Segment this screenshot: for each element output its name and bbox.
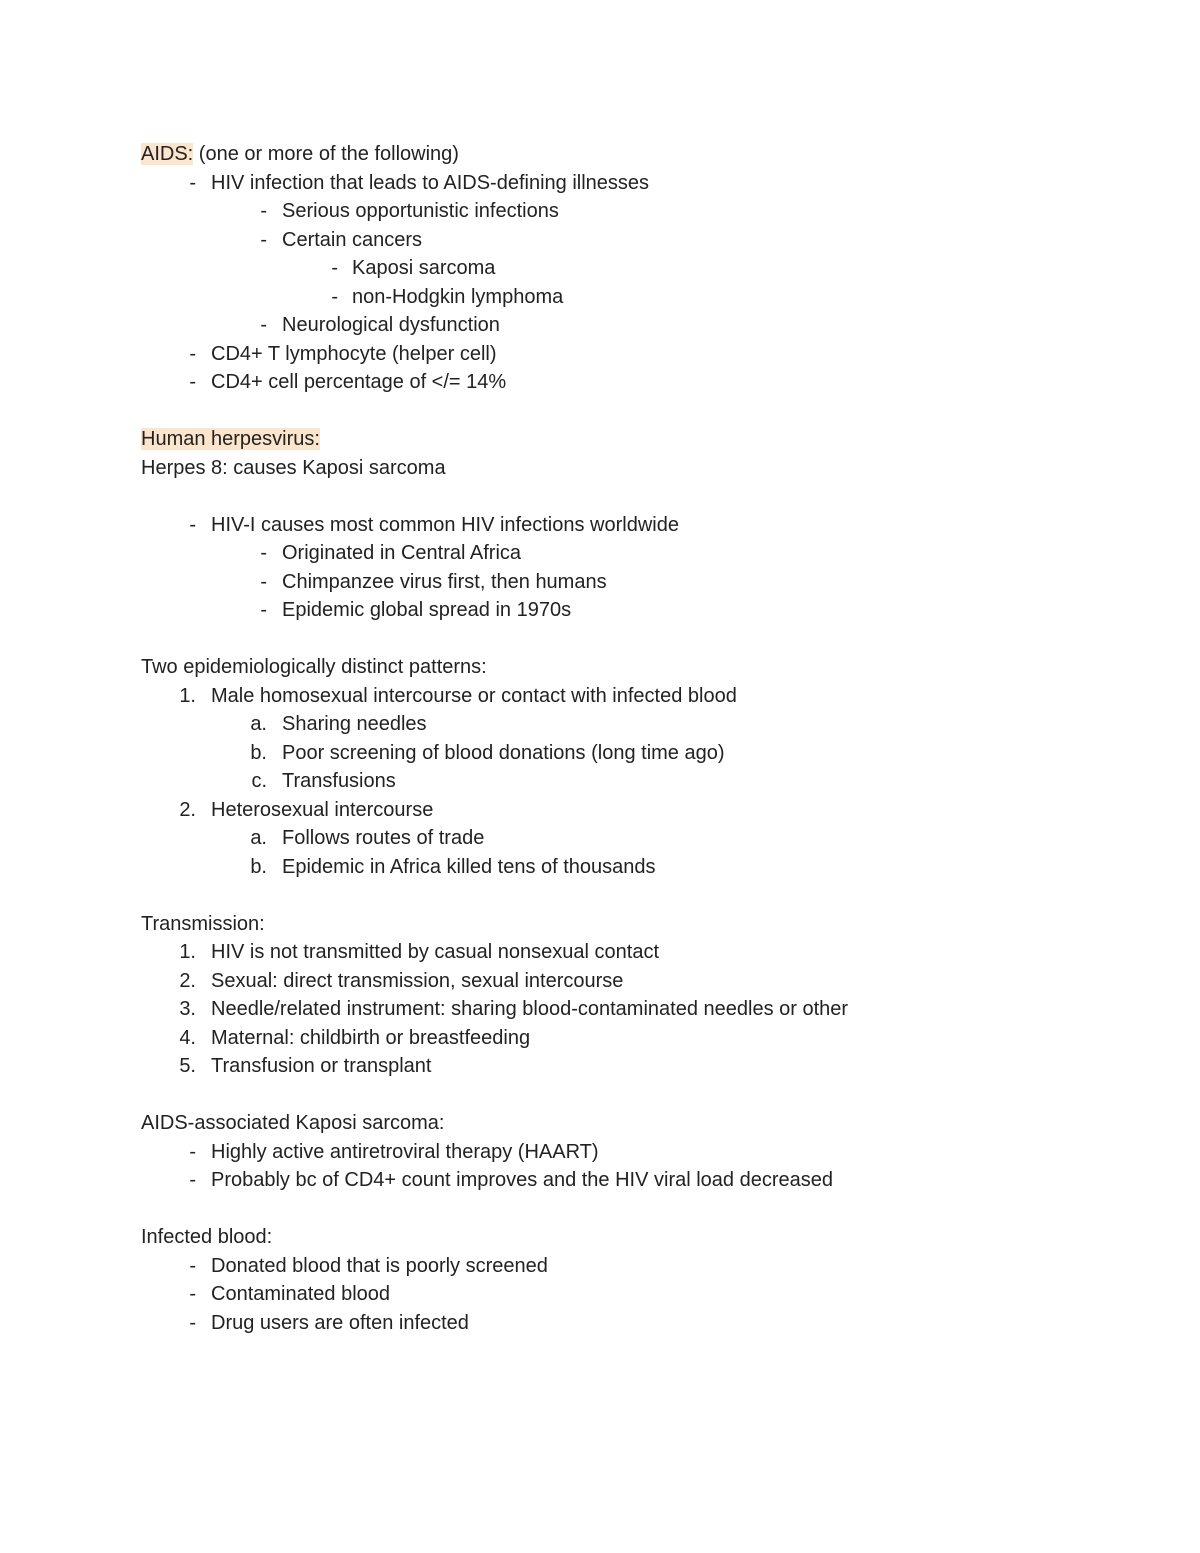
list-item: - non-Hodgkin lymphoma [331, 285, 564, 308]
list-item: - Epidemic global spread in 1970s [260, 599, 572, 621]
list-item: 1. Male homosexual intercourse or contact with infected blood [179, 684, 737, 707]
list-item: - Chimpanzee virus first, then humans [260, 570, 607, 593]
section-heading: Transmission: [141, 912, 265, 935]
list-item: c. Transfusions [251, 770, 396, 792]
list-item: - Highly active antiretroviral therapy (HAART) [189, 1140, 599, 1163]
list-item: - CD4+ cell percentage of </= 14% [189, 371, 507, 393]
list-item: a. Follows routes of trade [250, 827, 485, 849]
list-item: 2. Sexual: direct transmission, sexual intercourse [179, 969, 624, 992]
blank-line [141, 881, 1101, 910]
list-item: 3. Needle/related instrument: sharing blood-contaminated needles or other [179, 998, 849, 1020]
list-item: - Originated in Central Africa [260, 542, 522, 564]
herpes-heading-line [141, 425, 1101, 454]
list-item: a. Sharing needles [250, 713, 427, 735]
list-item: b. Epidemic in Africa killed tens of thousands [250, 855, 656, 878]
list-item: 2. Heterosexual intercourse [179, 798, 434, 821]
list-item: 5. Transfusion or transplant [179, 1055, 432, 1077]
blank-line [141, 1195, 1101, 1224]
list-item: 1. HIV is not transmitted by casual nonsexual contact [179, 941, 660, 963]
list-item: - HIV-I causes most common HIV infections worldwide [189, 513, 679, 536]
list-item: - Donated blood that is poorly screened [189, 1254, 548, 1277]
section-heading: Two epidemiologically distinct patterns: [141, 656, 487, 678]
list-item: - Drug users are often infected [189, 1311, 469, 1334]
blank-line [141, 397, 1101, 426]
section-heading: AIDS-associated Kaposi sarcoma: [141, 1112, 445, 1134]
blank-line [141, 625, 1101, 654]
list-item: - Serious opportunistic infections [260, 200, 559, 222]
list-item: - CD4+ T lymphocyte (helper cell) [189, 342, 497, 365]
herpes-heading: Human herpesvirus: [141, 428, 320, 450]
section-heading: Infected blood: [141, 1226, 273, 1248]
list-item: - Kaposi sarcoma [331, 257, 496, 279]
list-item: - HIV infection that leads to AIDS-defining illnesses [189, 171, 650, 194]
list-item: - Neurological dysfunction [260, 314, 500, 336]
document-body [141, 140, 1101, 1337]
aids-heading-rest: (one or more of the following) [193, 143, 459, 165]
list-item: 4. Maternal: childbirth or breastfeeding [179, 1026, 531, 1049]
list-item: b. Poor screening of blood donations (long time ago) [250, 741, 725, 764]
list-item: - Contaminated blood [189, 1283, 391, 1305]
paragraph-line: Herpes 8: causes Kaposi sarcoma [141, 456, 446, 479]
list-item: - Probably bc of CD4+ count improves and the HIV viral load decreased [189, 1169, 834, 1191]
blank-line [141, 482, 1101, 511]
list-item: - Certain cancers [260, 228, 423, 251]
aids-heading-line [141, 140, 1101, 169]
blank-line [141, 1081, 1101, 1110]
aids-heading: AIDS: [141, 143, 194, 165]
